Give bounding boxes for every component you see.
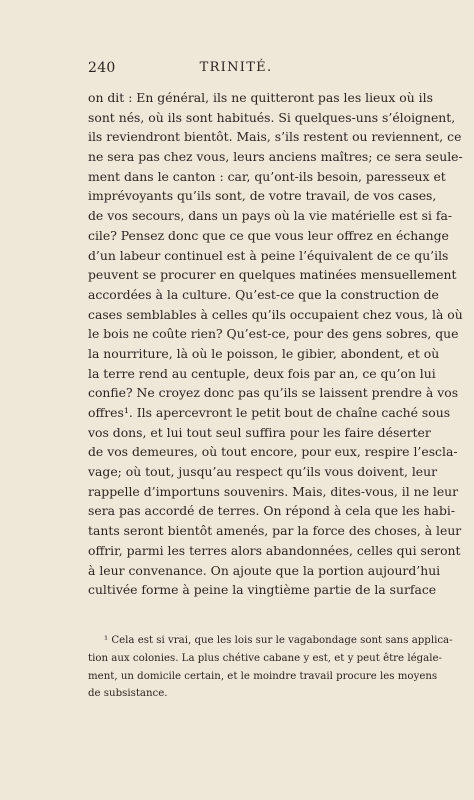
text-line: peuvent se procurer en quelques matinées mensuellement [88, 267, 457, 283]
text-line: ment dans le canton : car, qu’ont-ils besoin, paresseux et [88, 168, 446, 184]
running-head [88, 60, 384, 78]
page-number: 240 [88, 60, 116, 76]
text-line: confie? Ne croyez donc pas qu’ils se laissent prendre à vos [88, 385, 459, 401]
text-line: la nourriture, là où le poisson, le gibier, abondent, et où [88, 345, 440, 361]
text-line: ne sera pas chez vous, leurs anciens maîtres; ce sera seule- [88, 149, 463, 165]
text-line: offrir, parmi les terres alors abandonnées, celles qui seront [88, 542, 461, 558]
text-line: accordées à la culture. Qu’est-ce que la construction de [88, 286, 439, 302]
running-title: TRINITÉ. [199, 60, 273, 75]
text-line: d’un labeur continuel est à peine l’équivalent de ce qu’ils [88, 247, 449, 263]
footnote-line: ¹ Cela est si vrai, que les lois sur le vagabondage sont sans applica- [104, 635, 453, 646]
footnote-line: ment, un domicile certain, et le moindre travail procure les moyens [88, 670, 438, 682]
text-line: on dit : En général, ils ne quitteront pas les lieux où ils [88, 90, 433, 105]
text-line: sera pas accordé de terres. On répond à cela que les habi- [88, 503, 456, 519]
text-line: à leur convenance. On ajoute que la portion aujourd’hui [88, 562, 441, 578]
text-line: de vos demeures, où tout encore, pour eux, respire l’escla- [88, 444, 458, 460]
text-line: cile? Pensez donc que ce que vous leur offrez en échange [88, 227, 449, 243]
text-line: tants seront bientôt amenés, par la force des choses, à leur [88, 523, 462, 539]
text-line: le bois ne coûte rien? Qu’est-ce, pour des gens sobres, que [88, 326, 459, 342]
text-line: de vos secours, dans un pays où la vie matérielle est si fa- [88, 208, 453, 224]
text-line: rappelle d’importuns souvenirs. Mais, dites-vous, il ne leur [88, 483, 459, 499]
text-line: vage; où tout, jusqu’au respect qu’ils vous doivent, leur [88, 464, 438, 480]
footnote [88, 632, 453, 703]
footnote-line: de subsistance. [88, 688, 168, 700]
text-line: la terre rend au centuple, deux fois par an, ce qu’on lui [88, 365, 436, 381]
text-line: cases semblables à celles qu’ils occupaient chez vous, là où [88, 306, 463, 322]
footnote-line: tion aux colonies. La plus chétive cabane y est, et y peut être légale- [88, 652, 442, 664]
text-line: cultivée forme à peine la vingtième partie de la surface [88, 582, 437, 598]
text-line: offres¹. Ils apercevront le petit bout de chaîne caché sous [88, 405, 451, 420]
text-line: vos dons, et lui tout seul suffira pour les faire déserter [88, 424, 431, 440]
main-text [88, 88, 463, 600]
text-line: imprévoyants qu’ils sont, de votre travail, de vos cases, [88, 188, 437, 204]
text-line: ils reviendront bientôt. Mais, s’ils restent ou reviennent, ce [88, 129, 462, 145]
text-line: sont nés, où ils sont habitués. Si quelques-uns s’éloignent, [88, 109, 456, 125]
